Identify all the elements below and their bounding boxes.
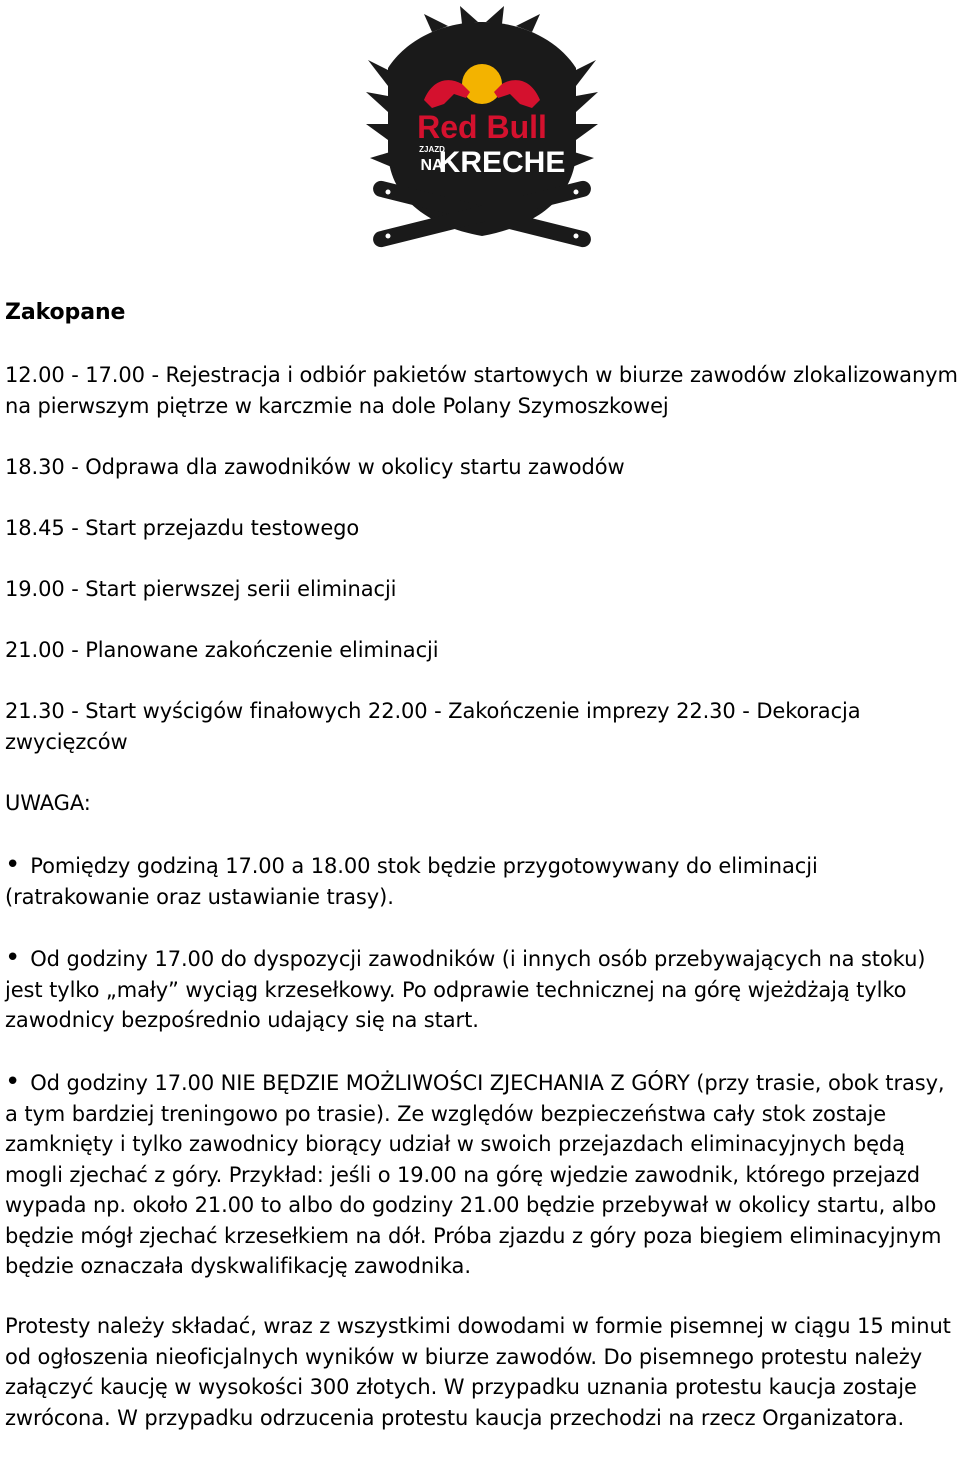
schedule-item: 21.30 - Start wyścigów finałowych 22.00 - Zakończenie imprezy 22.30 - Dekoracja zwycięzców <box>5 699 861 754</box>
red-bull-zjazd-na-kreche-logo <box>362 0 602 268</box>
logo-brand-text: Red Bull <box>417 109 547 145</box>
notice-heading: UWAGA: <box>5 791 91 815</box>
schedule-item: 18.45 - Start przejazdu testowego <box>5 516 360 540</box>
logo-small-text: ZJAZD <box>419 145 445 154</box>
schedule-item: 21.00 - Planowane zakończenie eliminacji <box>5 638 439 662</box>
logo-na-text: NA <box>420 157 444 174</box>
schedule-item: 12.00 - 17.00 - Rejestracja i odbiór pakietów startowych w biurze zawodów zlokalizowanym na pierwszym piętrze w karczmie na dole Polany Szymoszkowej <box>5 363 958 418</box>
notice-bullet: • Od godziny 17.00 do dyspozycji zawodników (i innych osób przebywających na stoku) jest tylko „mały” wyciąg krzesełkowy. Po odprawie technicznej na górę wjeżdżają tylko zawodnicy bezpośrednio udający się na start. <box>5 943 960 1036</box>
logo-kreche-text: KRECHE <box>438 146 566 179</box>
schedule-item: 18.30 - Odprawa dla zawodników w okolicy startu zawodów <box>5 455 625 479</box>
page-title: Zakopane <box>5 300 126 325</box>
schedule-item: 19.00 - Start pierwszej serii eliminacji <box>5 577 397 601</box>
notice-bullet: • Pomiędzy godziną 17.00 a 18.00 stok będzie przygotowywany do eliminacji (ratrakowanie oraz ustawianie trasy). <box>5 850 960 912</box>
notice-bullet: • Od godziny 17.00 NIE BĘDZIE MOŻLIWOŚCI ZJECHANIA Z GÓRY (przy trasie, obok trasy, a tym bardziej treningowo po trasie). Ze względów bezpieczeństwa cały stok zostaje zamknięty i tylko zawodnicy biorący udział w swoich przejazdach eliminacyjnych będą mogli zjechać z góry. Przykład: jeśli o 19.00 na górę wjedzie zawodnik, którego przejazd wypada np. około 21.00 to albo do godziny 21.00 będzie przebywał w okolicy startu, albo będzie mógł zjechać krzesełkiem na dół. Próba zjazdu z góry poza biegiem eliminacyjnym będzie oznaczała dyskwalifikację zawodnika. <box>5 1067 960 1282</box>
protest-paragraph: Protesty należy składać, wraz z wszystkimi dowodami w formie pisemnej w ciągu 15 minut od ogłoszenia nieoficjalnych wyników w biurze zawodów. Do pisemnego protestu należy załączyć kaucję w wysokości 300 złotych. W przypadku uznania protestu kaucja zostaje zwrócona. W przypadku odrzucenia protestu kaucja przechodzi na rzecz Organizatora. <box>5 1314 951 1430</box>
